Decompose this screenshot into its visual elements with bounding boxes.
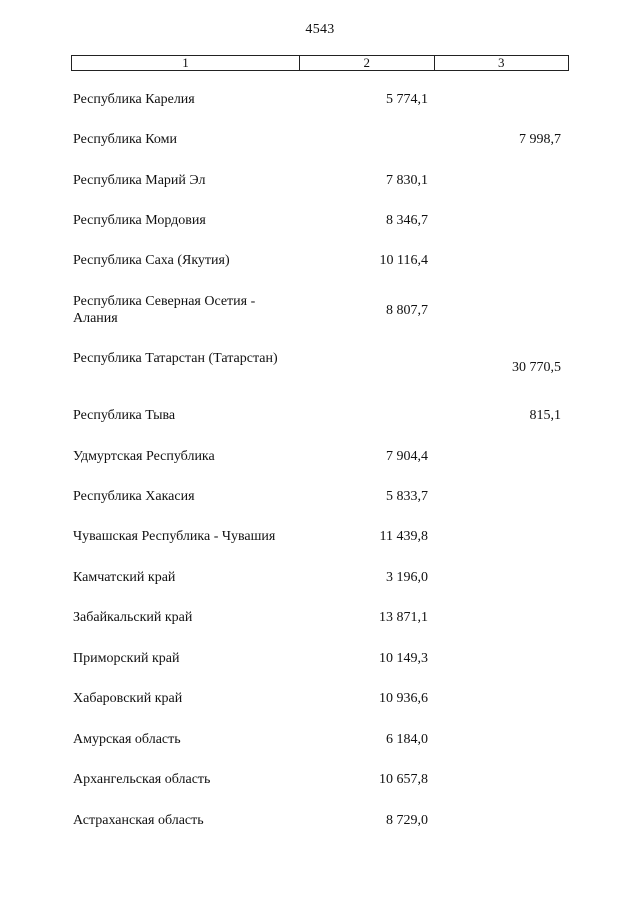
region-name: Приморский край [73, 651, 180, 666]
column-header-2: 2 [300, 56, 434, 70]
region-name: Республика Северная Осетия - Алания [73, 294, 256, 326]
value-col-2: 10 936,6 [379, 691, 428, 706]
value-col-2: 13 871,1 [379, 610, 428, 625]
region-name: Республика Татарстан (Татарстан) [73, 351, 278, 366]
value-col-2: 6 184,0 [386, 732, 428, 747]
table-column-header [71, 55, 569, 71]
value-col-2: 10 149,3 [379, 651, 428, 666]
region-name: Республика Хакасия [73, 489, 195, 504]
region-name: Республика Коми [73, 132, 177, 147]
region-name: Амурская область [73, 732, 181, 747]
region-name: Республика Тыва [73, 408, 176, 423]
value-col-2: 10 116,4 [379, 253, 428, 268]
value-col-2: 10 657,8 [379, 772, 428, 787]
region-name: Республика Марий Эл [73, 173, 206, 188]
region-name: Астраханская область [73, 813, 204, 828]
region-name: Республика Саха (Якутия) [73, 253, 230, 268]
value-col-2: 7 830,1 [386, 173, 428, 188]
region-name: Республика Мордовия [73, 213, 206, 228]
value-col-3: 7 998,7 [519, 132, 561, 147]
region-name: Камчатский край [73, 570, 176, 585]
region-name: Хабаровский край [73, 691, 183, 706]
column-header-1: 1 [72, 56, 300, 70]
value-col-2: 8 729,0 [386, 813, 428, 828]
value-col-3: 815,1 [529, 408, 561, 423]
column-header-3: 3 [498, 55, 505, 70]
region-name: Удмуртская Республика [73, 449, 215, 464]
value-col-2: 3 196,0 [386, 570, 428, 585]
value-col-2: 5 774,1 [386, 92, 428, 107]
page-number: 4543 [305, 22, 335, 37]
value-col-2: 11 439,8 [379, 529, 428, 544]
region-name: Архангельская область [73, 772, 211, 787]
value-col-2: 8 346,7 [386, 213, 428, 228]
value-col-3: 30 770,5 [512, 360, 561, 375]
value-col-2: 7 904,4 [386, 449, 428, 464]
value-col-2: 8 807,7 [386, 303, 428, 318]
region-name: Чувашская Республика - Чувашия [73, 529, 276, 544]
region-name: Забайкальский край [73, 610, 193, 625]
region-name: Республика Карелия [73, 92, 195, 107]
value-col-2: 5 833,7 [386, 489, 428, 504]
